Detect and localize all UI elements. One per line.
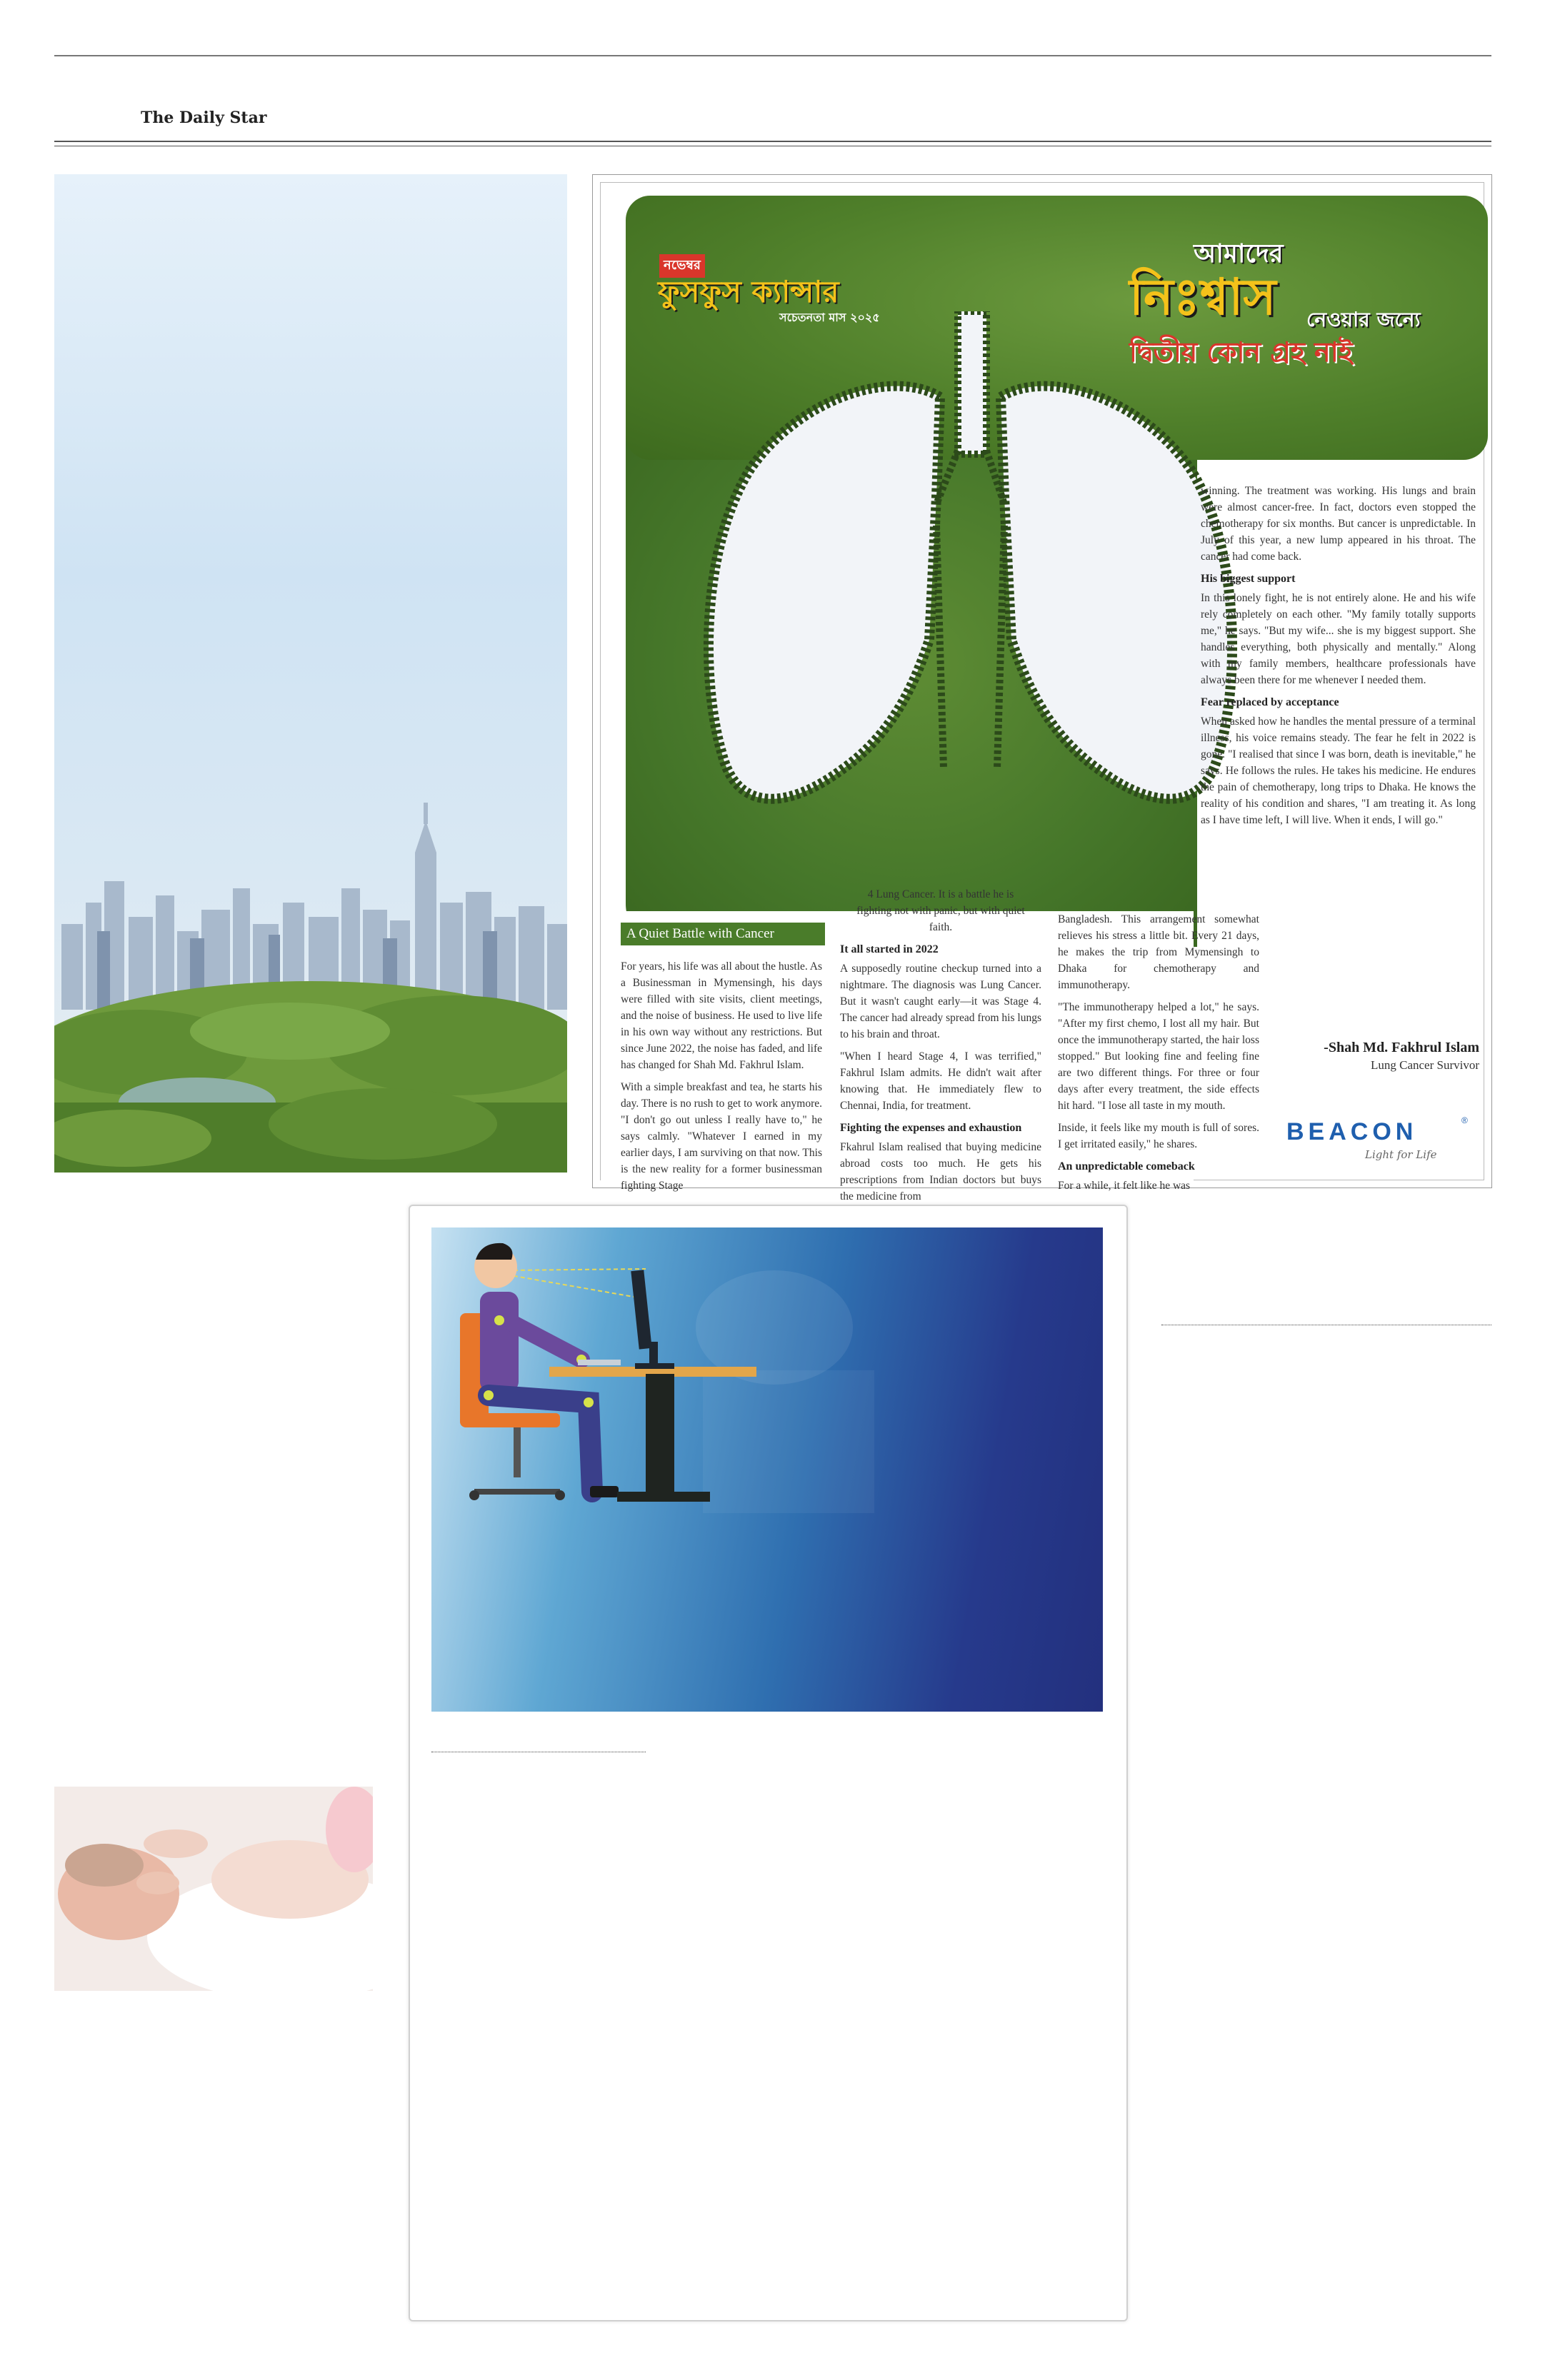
col2-para-3: Fkahrul Islam realised that buying medicine abroad costs too much. He gets his prescriptions from Indian doctors but buys the medicine from — [840, 1141, 1041, 1202]
banner-headline-1: আমাদের — [1194, 239, 1284, 268]
section-title: A Quiet Battle with Cancer — [621, 923, 825, 945]
survivor-name: -Shah Md. Fakhrul Islam — [1324, 1040, 1479, 1055]
col1-para-2: With a simple breakfast and tea, he starts his day. There is no rush to get to work anymore. "I don't go out unless I really have to," he says calmly. "Whatever I earned in my earlier days, I am surviving on that now. This is the new reality for a former businessman fighting Stage — [621, 1081, 822, 1192]
banner-headline-4: দ্বিতীয় কোন গ্রহ নাই — [1129, 336, 1353, 368]
survivor-title: Lung Cancer Survivor — [1370, 1058, 1479, 1072]
banner-campaign-title: ফুসফুস ক্যান্সার — [658, 274, 839, 309]
beacon-registered-mark: ® — [1461, 1115, 1468, 1125]
col4-heading-1: His biggest support — [1201, 573, 1296, 585]
col3-para-1: Bangladesh. This arrangement somewhat relieves his stress a little bit. Every 21 days, he makes the trip from Mymensingh to Dhaka for chemotherapy and immunotherapy. — [1058, 913, 1259, 991]
banner-headline-3: নেওয়ার জন্যে — [1306, 308, 1421, 331]
ad-inner-frame — [600, 182, 1484, 1202]
col4-para-2: In this lonely fight, he is not entirely alone. He and his wife rely completely on each other. "My family totally supports me," he says. "But my wife... she is my biggest support. She handles everything, both physically and mentally." Along with my family members, healthcare professionals have always been there for me whenever I needed them. — [1201, 592, 1476, 686]
col2-para-1: A supposedly routine checkup turned into a nightmare. The diagnosis was Lung Cancer. But it wasn't caught early—it was Stage 4. The cancer had already spread from his lungs to his brain and throat. — [840, 963, 1041, 1040]
article-col-3 — [1058, 911, 1259, 1200]
col4-heading-2: Fear replaced by acceptance — [1201, 696, 1339, 708]
col3-para-4: For a while, it felt like he was — [1058, 1180, 1191, 1192]
col1-para-1: For years, his life was all about the hustle. As a Businessman in Mymensingh, his days were filled with site visits, client meetings, and the noise of business. He used to live life in his own way without any restrictions. But since June 2022, the noise has faded, and life has changed for Shah Md. Fakhrul Islam. — [621, 960, 822, 1071]
ergonomic-posture-illustration — [431, 1227, 1103, 1712]
col2-lead: 4 Lung Cancer. It is a battle he is fighting not with panic, but with quiet faith. — [856, 888, 1025, 933]
beacon-tagline: Light for Life — [1365, 1148, 1437, 1161]
col2-para-2: "When I heard Stage 4, I was terrified," Fakhrul Islam admits. He didn't wait after knowing that. He immediately flew to Chennai, India, for treatment. — [840, 1050, 1041, 1112]
article-col-4 — [1201, 483, 1476, 834]
col3-para-3: Inside, it feels like my mouth is full of sores. I get irritated easily," he shares. — [1058, 1122, 1259, 1150]
col3-para-2: "The immunotherapy helped a lot," he says. "After my first chemo, I lost all my hair. But once the immunotherapy started, the hair loss stopped." But looking fine and feeling fine are two different things. For three or four days after every treatment, the side effects hit hard. "I lose all taste in my mouth. — [1058, 1001, 1259, 1112]
top-rule — [54, 55, 1491, 56]
banner-campaign-subtitle: সচেতনতা মাস ২০২৫ — [779, 311, 880, 324]
article-col-1 — [621, 958, 822, 1200]
col2-heading-2: Fighting the expenses and exhaustion — [840, 1122, 1022, 1134]
newborn-baby-photo — [54, 1787, 373, 1991]
col2-heading-1: It all started in 2022 — [840, 943, 939, 955]
beacon-logo: BEACON — [1286, 1118, 1418, 1145]
masthead-rule-1 — [54, 141, 1491, 142]
banner-month-label: নভেম্বর — [659, 254, 705, 278]
posture-article-card — [409, 1205, 1128, 2321]
col3-heading-1: An unpredictable comeback — [1058, 1160, 1195, 1173]
col4-para-3: When asked how he handles the mental pressure of a terminal illness, his voice remains steady. The fear he felt in 2022 is gone. "I realised that since I was born, death is inevitable," he says. He follows the rules. He takes his medicine. He endures the pain of chemotherapy, long trips to Dhaka. He knows the reality of his condition and shares, "I am treating it. As long as I have time left, I will live. When it ends, I will go." — [1201, 715, 1476, 826]
city-skyline-photo — [54, 174, 567, 1173]
article-col-2 — [840, 886, 1041, 1210]
banner-headline-2: নিঃশ্বাস — [1129, 268, 1276, 326]
col4-para-1: winning. The treatment was working. His lungs and brain were almost cancer-free. In fact, doctors even stopped the chemotherapy for six months. But cancer is unpredictable. In July of this year, a new lump appeared in his throat. The cancer had come back. — [1201, 485, 1476, 563]
masthead-logo: The Daily Star — [141, 109, 267, 127]
beacon-lung-cancer-ad — [592, 174, 1492, 1202]
